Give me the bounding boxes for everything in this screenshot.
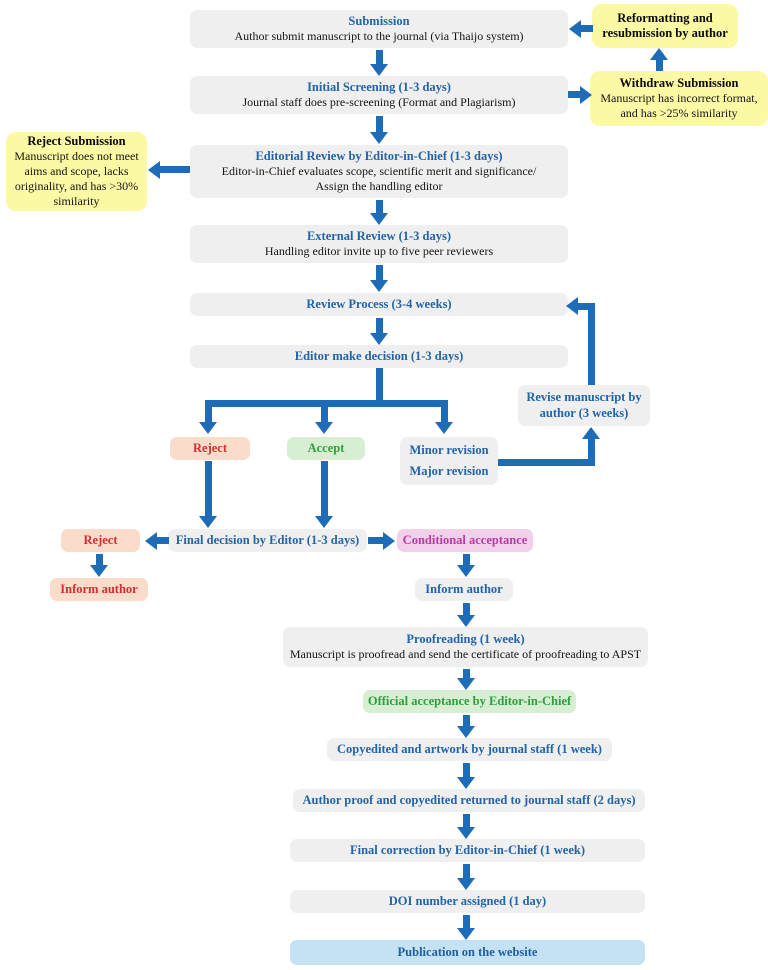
node-reformatting-title: Reformatting and resubmission by author: [602, 10, 728, 40]
node-initial-screening-title: Initial Screening (1-3 days): [307, 79, 451, 94]
node-major-revision-label: Major revision: [409, 464, 489, 478]
node-reformatting: [592, 4, 738, 48]
node-editorial-review-body: Editor-in-Chief evaluates scope, scientific merit and significance/: [221, 164, 537, 179]
node-reject-final: [61, 529, 140, 552]
node-publication-title: Publication on the website: [397, 944, 538, 959]
arrow-editorial-to-external-shaft: [376, 200, 383, 213]
arrow-external-to-review-head: [370, 280, 388, 292]
node-conditional-acceptance: [397, 529, 533, 552]
arrow-authorproof-to-correction-head: [457, 827, 475, 839]
arrow-withdraw-to-reformatting-head: [650, 48, 668, 60]
node-revise-author: [518, 385, 650, 426]
node-editor-decision: [190, 345, 568, 368]
node-reject-final-title: Reject: [83, 532, 118, 547]
arrow-revise-to-review-horizontal: [578, 303, 595, 310]
node-reject-submission: [6, 132, 147, 211]
node-doi-assigned: [290, 890, 645, 913]
node-final-decision-title: Final decision by Editor (1-3 days): [175, 532, 360, 547]
node-withdraw-title: Withdraw Submission: [619, 75, 739, 90]
arrow-final-to-conditional-shaft: [368, 537, 383, 544]
arrow-editorial-to-rejectsub-head: [148, 161, 160, 179]
node-official-acceptance-title: Official acceptance by Editor-in-Chief: [367, 693, 572, 708]
arrow-official-to-copyedited-shaft: [463, 715, 470, 726]
arrow-accept-to-final-shaft: [321, 461, 328, 516]
node-external-review-title: External Review (1-3 days): [306, 228, 452, 243]
arrow-doi-to-publication-head: [457, 928, 475, 940]
arrow-revision-to-revise-vertical: [588, 439, 595, 466]
node-external-review-body: Handling editor invite up to five peer reviewers: [264, 244, 494, 259]
node-editorial-review-body2: Assign the handling editor: [315, 179, 443, 194]
node-copyedited: [327, 738, 612, 761]
arrow-proofreading-to-official-shaft: [463, 669, 470, 678]
arrow-copyedited-to-authorproof-shaft: [463, 763, 470, 777]
arrow-screening-to-editorial-shaft: [376, 116, 383, 132]
arrow-reject-to-final-shaft: [205, 461, 212, 516]
arrow-reformatting-to-submission-shaft: [581, 25, 593, 32]
arrow-doi-to-publication-shaft: [463, 915, 470, 928]
branch-to-reject-head: [199, 422, 217, 434]
node-initial-screening-body: Journal staff does pre-screening (Format and Plagiarism): [242, 95, 516, 110]
node-accept-branch: [287, 437, 365, 460]
node-reject-submission-body: Manuscript does not meet aims and scope, lacks originality, and has >30% similarity: [14, 149, 139, 209]
arrow-submission-to-screening-head: [370, 64, 388, 76]
arrow-review-to-decision-shaft: [376, 318, 383, 333]
arrow-screening-to-withdraw-head: [580, 86, 592, 104]
node-publication: [290, 940, 645, 965]
arrow-correction-to-doi-head: [457, 878, 475, 890]
node-author-proof: [293, 789, 645, 812]
arrow-conditional-to-inform-shaft: [463, 554, 470, 565]
arrow-accept-to-final-head: [315, 516, 333, 528]
branch-to-revision-head: [435, 422, 453, 434]
arrow-editorial-to-external-head: [370, 213, 388, 225]
node-submission: [190, 10, 568, 48]
node-proofreading-body: Manuscript is proofread and send the certificate of proofreading to APST: [289, 647, 642, 662]
node-reject-submission-title: Reject Submission: [27, 134, 126, 148]
arrow-final-to-reject-head: [145, 532, 157, 550]
branch-to-revision-shaft: [441, 400, 448, 422]
arrow-correction-to-doi-shaft: [463, 864, 470, 878]
node-revise-author-title: Revise manuscript by author (3 weeks): [526, 390, 642, 420]
node-proofreading-title: Proofreading (1 week): [406, 631, 525, 646]
branch-to-accept-head: [315, 422, 333, 434]
branch-to-accept-shaft: [321, 400, 328, 422]
arrow-conditional-to-inform-head: [457, 565, 475, 577]
node-revision-branch: [400, 437, 498, 485]
arrow-reject-to-inform-shaft: [96, 554, 103, 565]
node-submission-body: Author submit manuscript to the journal (via Thaijo system): [234, 29, 524, 44]
node-reject-branch-title: Reject: [193, 440, 227, 455]
node-review-process-title: Review Process (3-4 weeks): [306, 296, 452, 311]
node-final-decision: [168, 529, 367, 552]
node-submission-title: Submission: [348, 13, 410, 28]
node-withdraw: [590, 71, 768, 126]
arrow-withdraw-to-reformatting-shaft: [656, 60, 663, 71]
arrow-copyedited-to-authorproof-head: [457, 777, 475, 789]
node-inform-author-right-title: Inform author: [425, 581, 503, 596]
arrow-submission-to-screening-shaft: [376, 50, 383, 64]
node-inform-author-right: [415, 578, 513, 601]
arrow-review-to-decision-head: [370, 333, 388, 345]
node-official-acceptance: [363, 690, 576, 713]
node-minor-revision-label: Minor revision: [409, 442, 489, 457]
arrow-final-to-conditional-head: [383, 532, 395, 550]
node-final-correction: [290, 839, 645, 862]
arrow-revise-to-review-vertical: [588, 303, 595, 385]
arrow-editorial-to-rejectsub-shaft: [160, 166, 190, 173]
arrow-reject-to-inform-head: [90, 565, 108, 577]
node-proofreading: [283, 627, 648, 667]
node-editor-decision-title: Editor make decision (1-3 days): [294, 348, 464, 363]
node-editorial-review-title: Editorial Review by Editor-in-Chief (1-3 days): [255, 148, 503, 163]
node-conditional-acceptance-title: Conditional acceptance: [402, 532, 528, 547]
arrow-revision-to-revise-head: [582, 427, 600, 439]
arrow-authorproof-to-correction-shaft: [463, 814, 470, 827]
node-reject-branch: [170, 437, 250, 460]
arrow-reformatting-to-submission-head: [569, 20, 581, 38]
node-withdraw-body: Manuscript has incorrect format, and has >25% similarity: [600, 91, 758, 121]
arrow-proofreading-to-official-head: [457, 678, 475, 690]
arrow-final-to-reject-shaft: [157, 537, 169, 544]
node-accept-branch-title: Accept: [307, 440, 345, 455]
node-review-process: [190, 293, 568, 316]
node-inform-author-left: [50, 578, 148, 601]
arrow-external-to-review-shaft: [376, 265, 383, 280]
arrow-screening-to-withdraw-shaft: [568, 91, 580, 98]
node-doi-assigned-title: DOI number assigned (1 day): [388, 893, 547, 908]
node-copyedited-title: Copyedited and artwork by journal staff (1 week): [337, 741, 602, 756]
node-author-proof-title: Author proof and copyedited returned to journal staff (2 days): [302, 792, 636, 807]
node-final-correction-title: Final correction by Editor-in-Chief (1 week): [349, 842, 586, 857]
node-inform-author-left-title: Inform author: [60, 581, 138, 596]
arrow-reject-to-final-head: [199, 516, 217, 528]
arrow-official-to-copyedited-head: [457, 726, 475, 738]
arrow-inform-to-proofreading-head: [457, 615, 475, 627]
arrow-inform-to-proofreading-shaft: [463, 603, 470, 615]
arrow-revision-to-revise-horizontal: [498, 459, 595, 466]
arrow-revise-to-review-head: [566, 297, 578, 315]
node-external-review: [190, 225, 568, 263]
node-initial-screening: [190, 76, 568, 114]
branch-to-reject-shaft: [205, 400, 212, 422]
node-editorial-review: [190, 145, 568, 198]
arrow-screening-to-editorial-head: [370, 132, 388, 144]
